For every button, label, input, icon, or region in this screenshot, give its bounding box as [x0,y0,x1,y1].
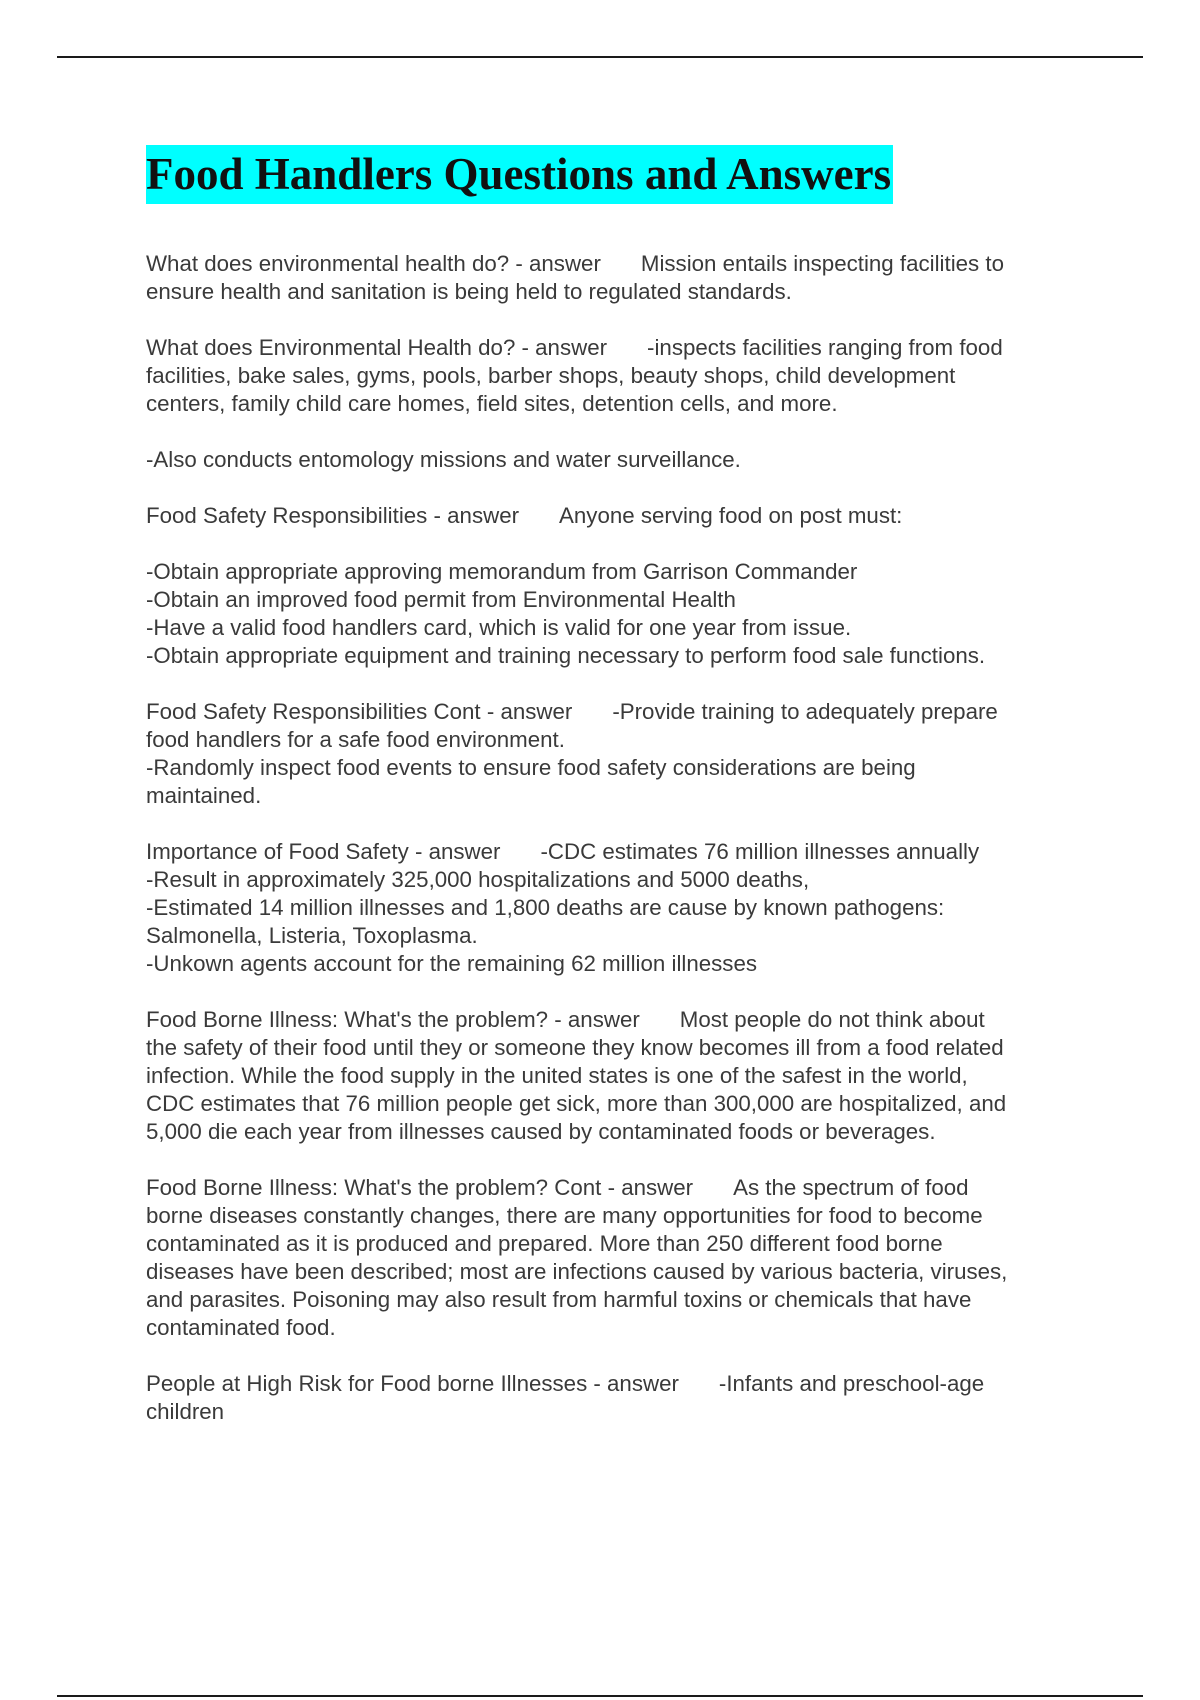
qa-answer-line: contaminated food. [146,1315,336,1340]
qa-question: Importance of Food Safety - answer [146,839,501,864]
qa-answer-line: -Obtain appropriate equipment and training necessary to perform food sale functions. [146,643,986,668]
qa-blank-line [146,530,1086,558]
qa-first-line [146,698,1086,726]
qa-answer-start: -inspects facilities ranging from food [647,335,1003,360]
qa-answer-line: -Randomly inspect food events to ensure food safety considerations are being [146,755,916,780]
qa-first-line [146,838,1086,866]
qa-answer-line: -Also conducts entomology missions and water surveillance. [146,447,741,472]
qa-answer-line: -Unkown agents account for the remaining 62 million illnesses [146,951,757,976]
qa-answer-start: Anyone serving food on post must: [559,503,903,528]
qa-first-line [146,1370,1086,1398]
qa-question: What does environmental health do? - answer [146,251,601,276]
qa-item [146,502,1086,670]
qa-answer-line: CDC estimates that 76 million people get sick, more than 300,000 are hospitalized, and [146,1091,1007,1116]
document-body [146,145,1086,1454]
qa-answer-line: borne diseases constantly changes, there are many opportunities for food to become [146,1203,983,1228]
qa-answer-line: facilities, bake sales, gyms, pools, barber shops, beauty shops, child development [146,363,956,388]
qa-item [146,838,1086,978]
qa-first-line [146,334,1086,362]
qa-answer-start: Mission entails inspecting facilities to [640,251,1004,276]
qa-list [146,250,1086,1426]
qa-blank-line [146,418,1086,446]
qa-item [146,250,1086,306]
qa-question: Food Borne Illness: What's the problem? - answer [146,1007,640,1032]
qa-answer-line: and parasites. Poisoning may also result from harmful toxins or chemicals that have [146,1287,972,1312]
qa-first-line [146,1174,1086,1202]
qa-answer-line: food handlers for a safe food environment. [146,727,565,752]
qa-answer-start: As the spectrum of food [733,1175,969,1200]
qa-answer-line: the safety of their food until they or someone they know becomes ill from a food related [146,1035,1004,1060]
qa-answer-line: infection. While the food supply in the united states is one of the safest in the world, [146,1063,968,1088]
qa-answer-start: -Infants and preschool-age [718,1371,985,1396]
qa-item [146,698,1086,810]
qa-question: What does Environmental Health do? - answer [146,335,608,360]
qa-answer-line: children [146,1399,225,1424]
qa-question: Food Safety Responsibilities Cont - answer [146,699,573,724]
qa-answer-line: contaminated as it is produced and prepared. More than 250 different food borne [146,1231,943,1256]
qa-answer-line: ensure health and sanitation is being held to regulated standards. [146,279,792,304]
qa-answer-line: diseases have been described; most are infections caused by various bacteria, viruses, [146,1259,1008,1284]
qa-first-line [146,1006,1086,1034]
qa-item [146,1370,1086,1426]
top-rule [57,56,1143,58]
qa-question: Food Borne Illness: What's the problem? Cont - answer [146,1175,694,1200]
document-title: Food Handlers Questions and Answers [146,145,893,204]
bottom-rule [57,1695,1143,1697]
qa-first-line [146,502,1086,530]
qa-answer-line: -Result in approximately 325,000 hospitalizations and 5000 deaths, [146,867,810,892]
qa-question: People at High Risk for Food borne Illnesses - answer [146,1371,679,1396]
qa-answer-line: -Obtain an improved food permit from Environmental Health [146,587,736,612]
qa-answer-line: -Estimated 14 million illnesses and 1,800 deaths are cause by known pathogens: [146,895,945,920]
qa-item [146,1174,1086,1342]
qa-answer-line: 5,000 die each year from illnesses caused by contaminated foods or beverages. [146,1119,936,1144]
qa-answer-line: maintained. [146,783,262,808]
qa-answer-line: -Have a valid food handlers card, which is valid for one year from issue. [146,615,852,640]
qa-item [146,1006,1086,1146]
qa-answer-line: -Obtain appropriate approving memorandum from Garrison Commander [146,559,858,584]
qa-question: Food Safety Responsibilities - answer [146,503,520,528]
qa-first-line [146,250,1086,278]
qa-answer-line: centers, family child care homes, field sites, detention cells, and more. [146,391,838,416]
qa-answer-start: -Provide training to adequately prepare [612,699,998,724]
qa-item [146,334,1086,474]
qa-answer-start: Most people do not think about [679,1007,985,1032]
qa-answer-start: -CDC estimates 76 million illnesses annually [540,839,980,864]
qa-answer-line: Salmonella, Listeria, Toxoplasma. [146,923,478,948]
